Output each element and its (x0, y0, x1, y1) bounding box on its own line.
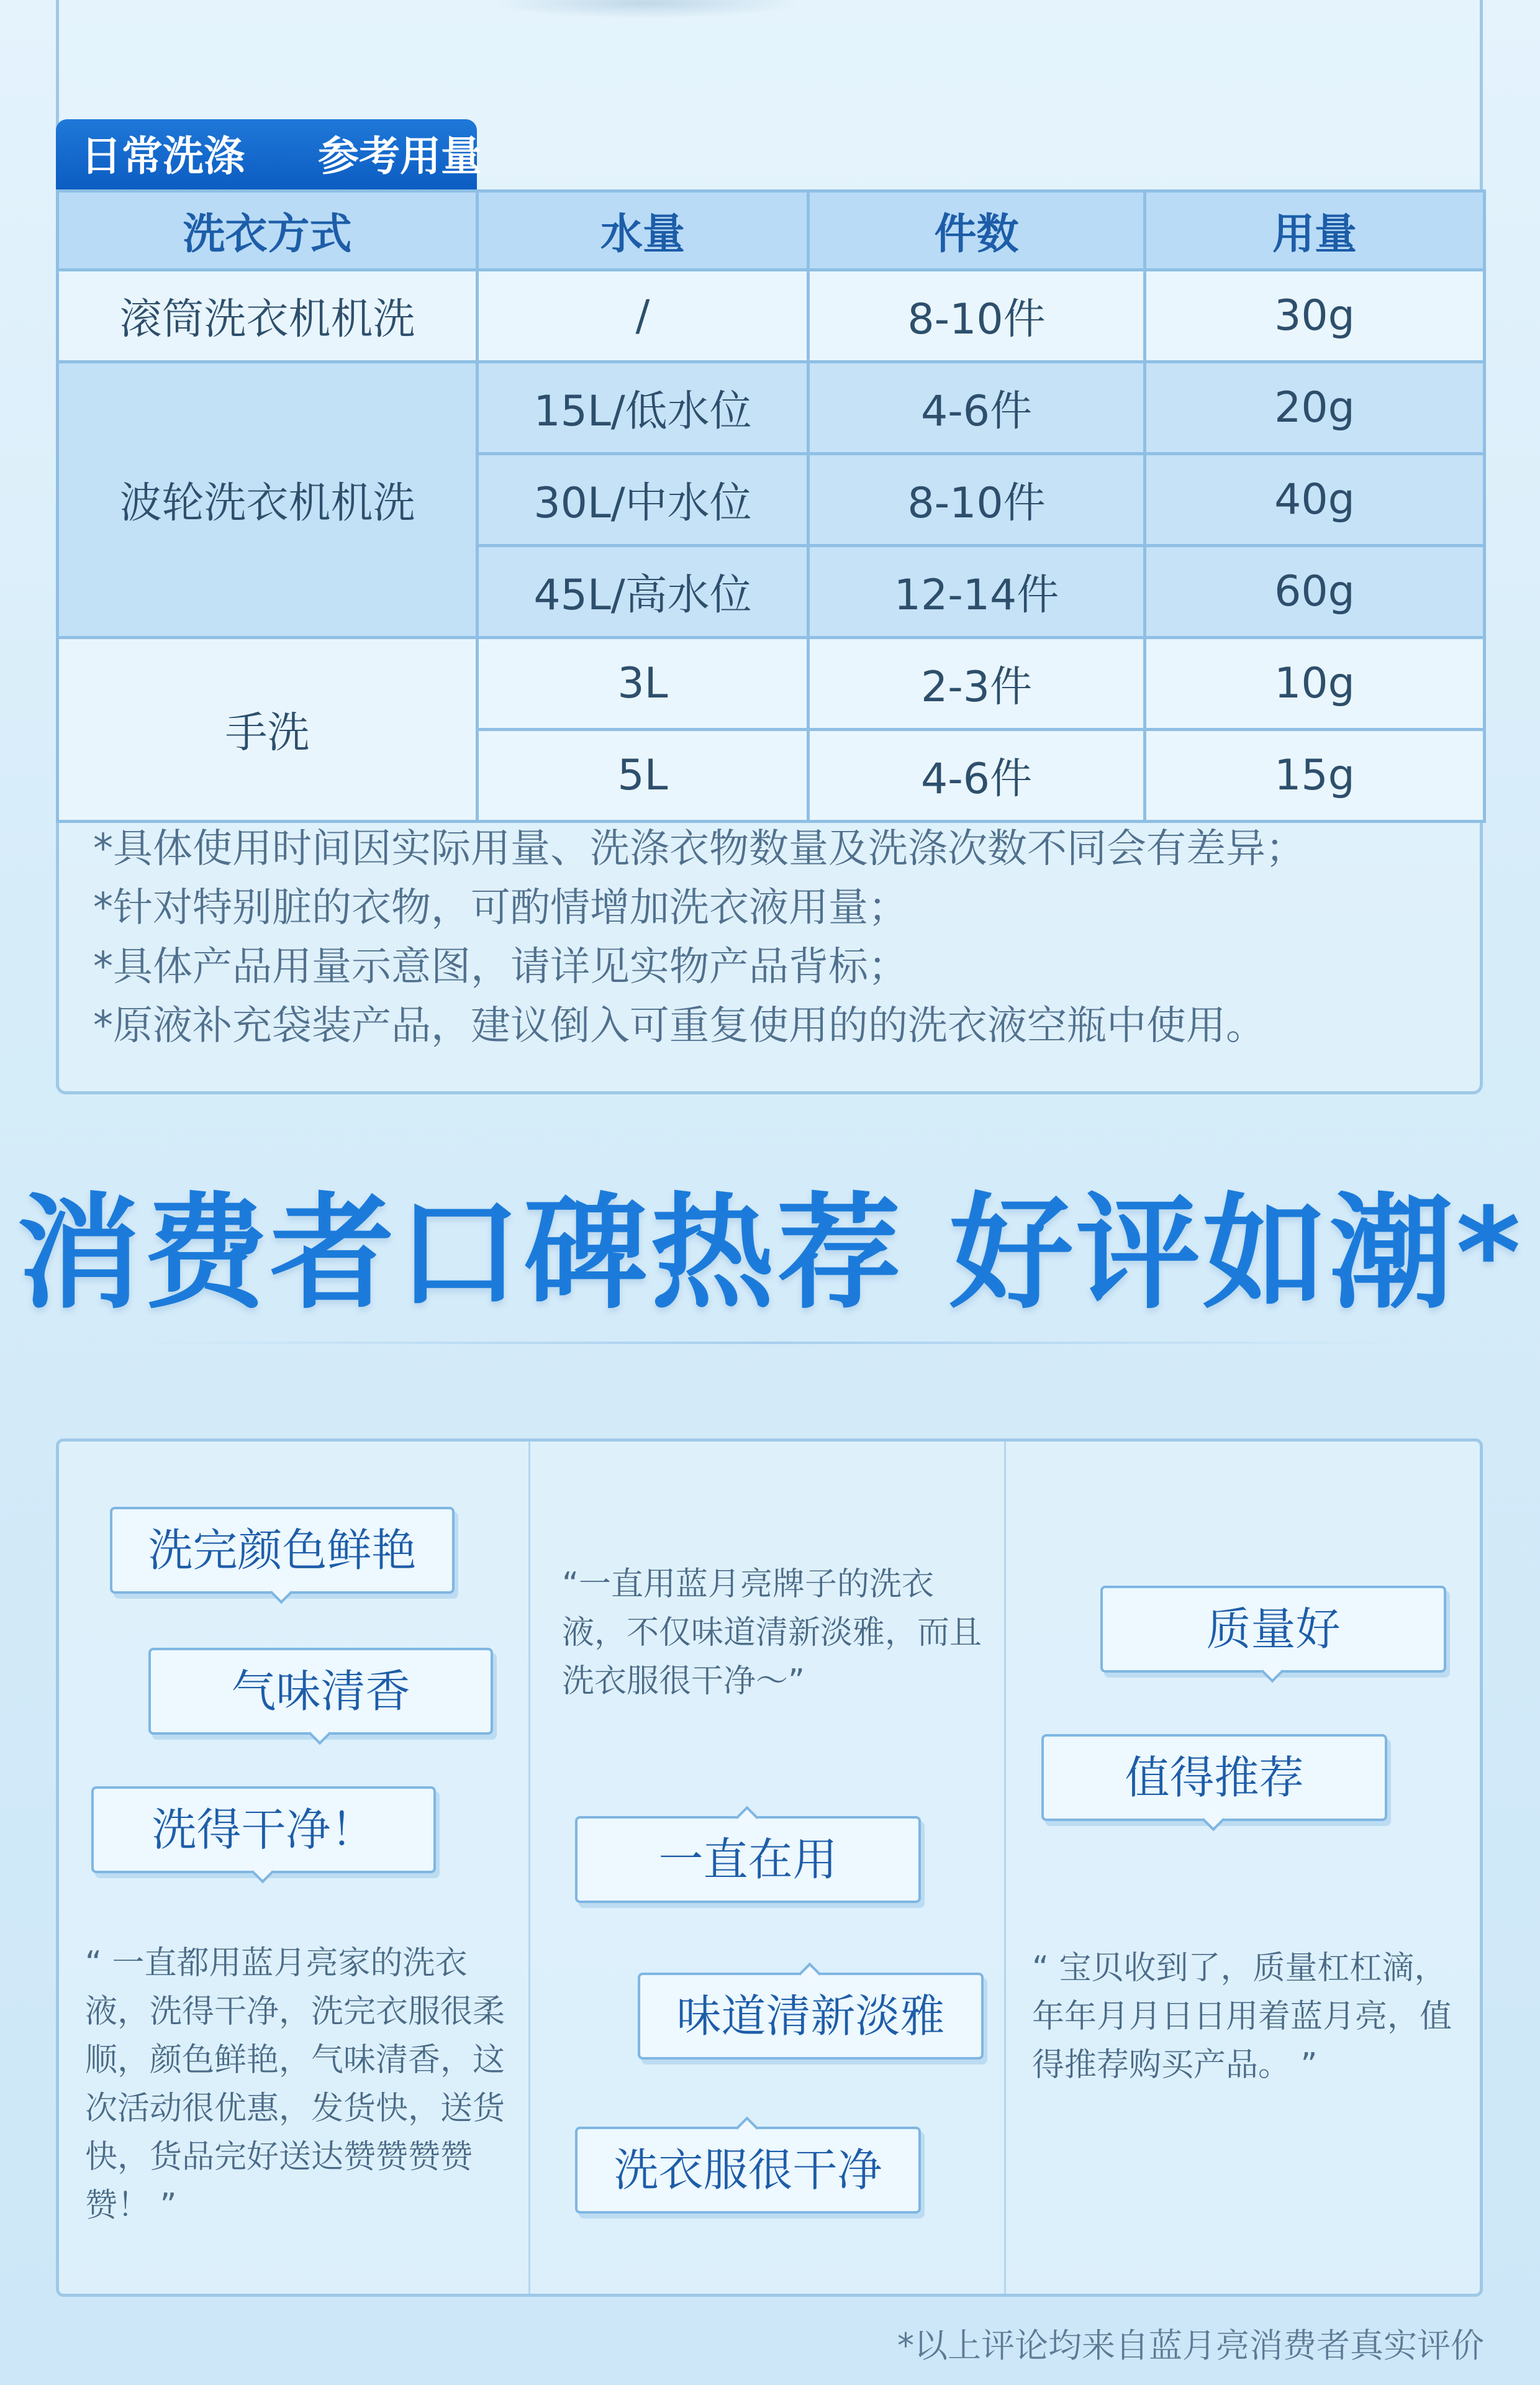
note-line: *具体使用时间因实际用量、洗涤衣物数量及洗涤次数不同会有差异； (93, 826, 1305, 872)
dosage-notes (93, 820, 1459, 1056)
header-amount: 用量 (1145, 191, 1485, 270)
review-tag: 质量好 (1100, 1586, 1446, 1673)
note-line: *具体产品用量示意图，请详见实物产品背标； (93, 944, 908, 990)
cell-pieces: 8-10件 (808, 270, 1145, 362)
review-tag: 气味清香 (148, 1648, 493, 1735)
header-method: 洗衣方式 (58, 191, 478, 270)
table-row (58, 270, 1485, 362)
review-tag: 洗得干净！ (91, 1786, 436, 1873)
review-tag: 洗衣服很干净 (575, 2127, 921, 2214)
review-tag: 一直在用 (575, 1816, 921, 1903)
cell-water: 45L/高水位 (478, 546, 808, 638)
table-row (58, 638, 1485, 730)
cell-amount: 30g (1145, 270, 1485, 362)
section-headline: 消费者口碑热荐 好评如潮* (16, 1181, 1524, 1326)
review-quote: “ 宝贝收到了，质量杠杠滴，年年月月日日用着蓝月亮，值得推荐购买产品。 ” (1032, 1950, 1452, 2084)
cell-amount: 20g (1145, 362, 1485, 454)
table-row (58, 362, 1485, 454)
cell-amount: 10g (1145, 638, 1485, 730)
cell-water: / (478, 270, 808, 362)
column-divider (1004, 1442, 1006, 2294)
review-tag: 味道清新淡雅 (638, 1973, 984, 2060)
column-divider (528, 1442, 530, 2294)
review-quote: “ 一直都用蓝月亮家的洗衣液，洗得干净，洗完衣服很柔顺，颜色鲜艳，气味清香，这次活动很优惠，发货快，送货快，货品完好送达赞赞赞赞赞！ ” (85, 1945, 505, 2224)
cell-water: 3L (478, 638, 808, 730)
cell-method: 手洗 (58, 638, 478, 822)
cell-water: 15L/低水位 (478, 362, 808, 454)
cell-method: 滚筒洗衣机机洗 (58, 270, 478, 362)
cell-water: 5L (478, 730, 808, 822)
cell-pieces: 2-3件 (808, 638, 1145, 730)
table-header-row (58, 191, 1485, 270)
cell-pieces: 4-6件 (808, 362, 1145, 454)
cell-amount: 15g (1145, 730, 1485, 822)
cell-water: 30L/中水位 (478, 454, 808, 546)
cell-amount: 40g (1145, 454, 1485, 546)
divider (149, 1342, 1391, 1344)
review-tag: 洗完颜色鲜艳 (110, 1507, 455, 1594)
cell-pieces: 12-14件 (808, 546, 1145, 638)
cell-method: 波轮洗衣机机洗 (58, 362, 478, 638)
cell-amount: 60g (1145, 546, 1485, 638)
note-line: *针对特别脏的衣物，可酌情增加洗衣液用量； (93, 885, 908, 931)
dosage-table (56, 189, 1486, 823)
header-water: 水量 (478, 191, 808, 270)
note-line: *原液补充袋装产品，建议倒入可重复使用的的洗衣液空瓶中使用。 (93, 1003, 1266, 1049)
cell-pieces: 8-10件 (808, 454, 1145, 546)
dosage-tag: 日常洗涤 参考用量 (56, 119, 477, 194)
review-tag: 值得推荐 (1041, 1734, 1387, 1821)
review-quote: “一直用蓝月亮牌子的洗衣液，不仅味道清新淡雅，而且洗衣服很干净～” (562, 1566, 982, 1700)
footnote: *以上评论均来自蓝月亮消费者真实评价 (897, 2326, 1484, 2365)
header-pieces: 件数 (808, 191, 1145, 270)
cell-pieces: 4-6件 (808, 730, 1145, 822)
